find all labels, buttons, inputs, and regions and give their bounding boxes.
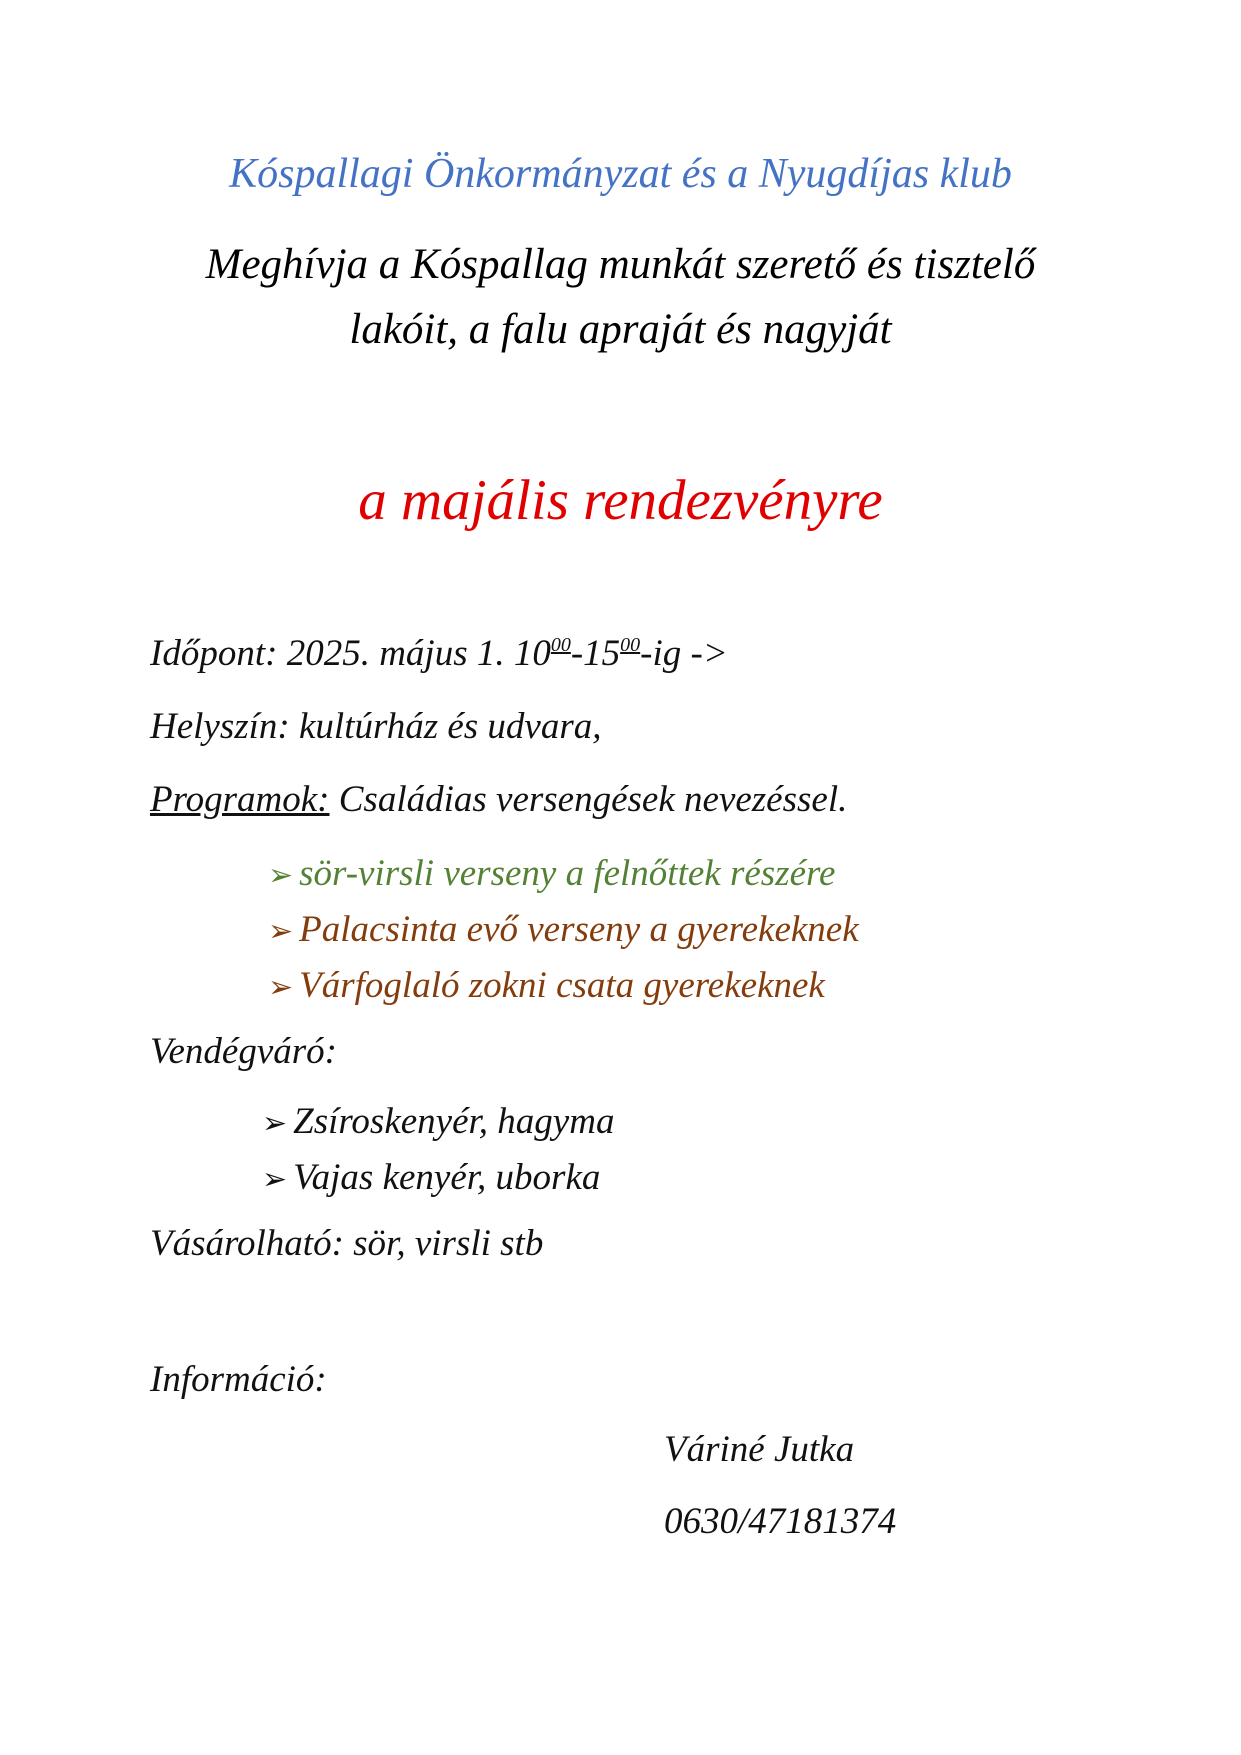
arrowhead-bullet-icon: ➢	[268, 971, 294, 1004]
contact-name: Váriné Jutka	[664, 1429, 855, 1470]
program-item	[268, 964, 825, 1007]
programs-value: Családias versengések nevezéssel.	[338, 779, 848, 820]
arrowhead-bullet-icon: ➢	[262, 1107, 288, 1140]
hospitality-label: Vendégváró:	[150, 1031, 337, 1072]
arrowhead-bullet-icon: ➢	[268, 859, 294, 892]
time-label: Időpont:	[150, 633, 278, 674]
info-label: Információ:	[150, 1359, 327, 1400]
place-value: kultúrház és udvara,	[299, 706, 602, 747]
organizer-line: Kóspallagi Önkormányzat és a Nyugdíjas klub	[229, 151, 1012, 197]
invitation-line-2: lakóit, a falu apraját és nagyját	[349, 306, 892, 353]
time-suffix: -ig ->	[640, 633, 728, 674]
hospitality-item-text: Zsíroskenyér, hagyma	[293, 1101, 615, 1142]
contact-phone: 0630/47181374	[664, 1501, 897, 1542]
time-date: 2025. május 1. 10	[286, 633, 551, 674]
time-start-superscript: 00	[550, 634, 571, 656]
place-row	[150, 705, 602, 748]
arrowhead-bullet-icon: ➢	[262, 1163, 288, 1196]
hospitality-item	[262, 1100, 614, 1143]
program-item-text: Palacsinta evő verseny a gyerekeknek	[299, 909, 859, 950]
hospitality-item	[262, 1156, 600, 1199]
time-end-superscript: 00	[620, 634, 641, 656]
program-item	[268, 908, 859, 951]
place-label: Helyszín:	[150, 706, 290, 747]
event-title: a majális rendezvényre	[358, 469, 883, 532]
time-row	[150, 632, 728, 675]
invitation-line-1: Meghívja a Kóspallag munkát szerető és tisztelő	[205, 241, 1036, 288]
programs-row	[150, 778, 847, 821]
programs-label: Programok:	[150, 779, 330, 820]
program-item	[268, 852, 835, 895]
purchasable-line: Vásárolható: sör, virsli stb	[150, 1223, 544, 1264]
time-dash: -15	[570, 633, 621, 674]
program-item-text: sör-virsli verseny a felnőttek részére	[299, 853, 836, 894]
program-item-text: Várfoglaló zokni csata gyerekeknek	[299, 965, 825, 1006]
hospitality-item-text: Vajas kenyér, uborka	[293, 1157, 601, 1198]
arrowhead-bullet-icon: ➢	[268, 915, 294, 948]
